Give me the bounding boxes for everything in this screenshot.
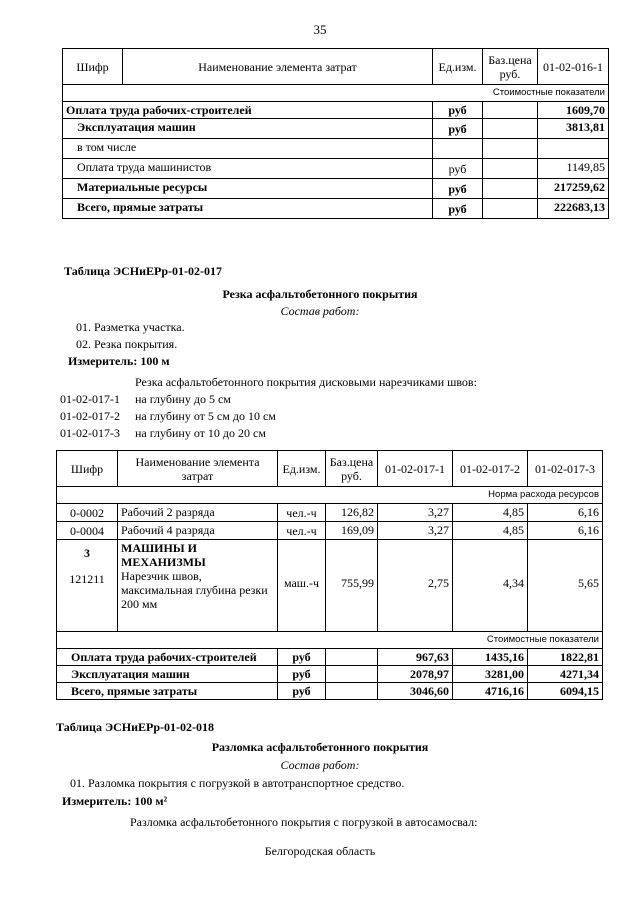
variant-text: на глубину от 10 до 20 см xyxy=(135,426,266,440)
row-value: 3813,81 xyxy=(538,119,609,139)
cost-table-016 xyxy=(62,48,609,219)
value-017-1: 2,75 xyxy=(378,540,453,632)
value-017-1: 3,27 xyxy=(378,504,453,522)
intro-text: Разломка асфальтобетонного покрытия с погрузкой в автосамосвал: xyxy=(130,815,478,829)
resource-unit: чел.-ч xyxy=(278,504,326,522)
resource-price: 169,09 xyxy=(326,522,378,540)
heading-017: Резка асфальтобетонного покрытия xyxy=(222,287,418,301)
machine-unit: маш.-ч xyxy=(278,540,326,632)
row-name: Всего, прямые затраты xyxy=(63,199,433,219)
row-unit: руб xyxy=(433,102,483,119)
work-step: 01. Разломка покрытия с погрузкой в автотранспортное средство. xyxy=(70,776,405,790)
header-name: Наименование элемента затрат xyxy=(118,451,278,487)
header-name: Наименование элемента затрат xyxy=(123,49,433,85)
value-017-3: 6,16 xyxy=(528,522,603,540)
value-017-1: 2078,97 xyxy=(378,666,453,683)
value-017-1: 967,63 xyxy=(378,649,453,666)
resource-price: 126,82 xyxy=(326,504,378,522)
machines-group-name xyxy=(118,540,278,632)
page-number: 35 xyxy=(313,22,327,37)
row-value: 1149,85 xyxy=(538,159,609,179)
header-017-3: 01-02-017-3 xyxy=(528,451,603,487)
work-step: 01. Разметка участка. xyxy=(76,320,185,334)
meter-label: Измеритель: 100 м² xyxy=(62,794,168,808)
row-value: 222683,13 xyxy=(538,199,609,219)
resource-unit: чел.-ч xyxy=(278,522,326,540)
header-unit: Ед.изм. xyxy=(278,451,326,487)
header-016-1: 01-02-016-1 xyxy=(538,49,609,85)
machines-title: МАШИНЫ И МЕХАНИЗМЫ xyxy=(121,541,206,569)
variant-code: 01-02-017-3 xyxy=(60,426,120,440)
variant-text: на глубину от 5 см до 10 см xyxy=(135,409,276,423)
variant-code: 01-02-017-2 xyxy=(60,409,120,423)
value-017-1: 3,27 xyxy=(378,522,453,540)
composition-label: Состав работ: xyxy=(280,758,360,772)
header-code: Шифр xyxy=(63,49,123,85)
value-017-2: 4,85 xyxy=(453,504,528,522)
header-017-1: 01-02-017-1 xyxy=(378,451,453,487)
row-name: Материальные ресурсы xyxy=(63,179,433,199)
header-price: Баз.цена руб. xyxy=(326,451,378,487)
value-017-2: 4,34 xyxy=(453,540,528,632)
row-name: Оплата труда машинистов xyxy=(63,159,433,179)
cost-unit: руб xyxy=(278,683,326,700)
cost-name: Эксплуатация машин xyxy=(57,666,278,683)
variant-code: 01-02-017-1 xyxy=(60,392,120,406)
section-cost: Стоимостные показатели xyxy=(63,85,609,102)
resource-name: Рабочий 2 разряда xyxy=(118,504,278,522)
value-017-3: 1822,81 xyxy=(528,649,603,666)
resource-code: 0-0004 xyxy=(57,522,118,540)
variant-text: на глубину до 5 см xyxy=(135,392,231,406)
value-017-2: 4,85 xyxy=(453,522,528,540)
value-017-3: 5,65 xyxy=(528,540,603,632)
row-value: 217259,62 xyxy=(538,179,609,199)
work-step: 02. Резка покрытия. xyxy=(76,337,178,351)
machine-code: 121211 xyxy=(69,572,105,586)
header-price: Баз.цена руб. xyxy=(483,49,538,85)
header-unit: Ед.изм. xyxy=(433,49,483,85)
row-unit: руб xyxy=(433,179,483,199)
row-name: Оплата труда рабочих-строителей xyxy=(63,102,433,119)
row-value: 1609,70 xyxy=(538,102,609,119)
row-unit: руб xyxy=(433,199,483,219)
row-name: Эксплуатация машин xyxy=(63,119,433,139)
value-017-1: 3046,60 xyxy=(378,683,453,700)
composition-label: Состав работ: xyxy=(280,304,360,318)
cost-name: Всего, прямые затраты xyxy=(57,683,278,700)
cost-unit: руб xyxy=(278,666,326,683)
row-unit: руб xyxy=(433,159,483,179)
footer-region: Белгородская область xyxy=(264,844,376,858)
header-017-2: 01-02-017-2 xyxy=(453,451,528,487)
cost-name: Оплата труда рабочих-строителей xyxy=(57,649,278,666)
intro-text: Резка асфальтобетонного покрытия дисковыми нарезчиками швов: xyxy=(135,375,477,389)
heading-018: Разломка асфальтобетонного покрытия xyxy=(211,740,429,754)
resource-name: Рабочий 4 разряда xyxy=(118,522,278,540)
machines-group-code xyxy=(57,540,118,632)
value-017-3: 6,16 xyxy=(528,504,603,522)
meter-label: Измеритель: 100 м xyxy=(68,354,170,368)
row-name: в том числе xyxy=(63,139,433,159)
table-title-018: Таблица ЭСНиЕРр-01-02-018 xyxy=(56,720,215,734)
value-017-2: 4716,16 xyxy=(453,683,528,700)
value-017-3: 6094,15 xyxy=(528,683,603,700)
value-017-2: 1435,16 xyxy=(453,649,528,666)
cost-unit: руб xyxy=(278,649,326,666)
value-017-3: 4271,34 xyxy=(528,666,603,683)
section-norm: Норма расхода ресурсов xyxy=(57,487,603,504)
machine-price: 755,99 xyxy=(326,540,378,632)
machine-name: Нарезчик швов, максимальная глубина резки 200 мм xyxy=(121,569,268,611)
row-unit: руб xyxy=(433,119,483,139)
resource-table-017 xyxy=(56,450,603,700)
section-cost: Стоимостные показатели xyxy=(57,632,603,649)
table-title-017: Таблица ЭСНиЕРр-01-02-017 xyxy=(64,264,223,278)
resource-code: 0-0002 xyxy=(57,504,118,522)
machines-code: 3 xyxy=(84,546,90,560)
header-code: Шифр xyxy=(57,451,118,487)
value-017-2: 3281,00 xyxy=(453,666,528,683)
